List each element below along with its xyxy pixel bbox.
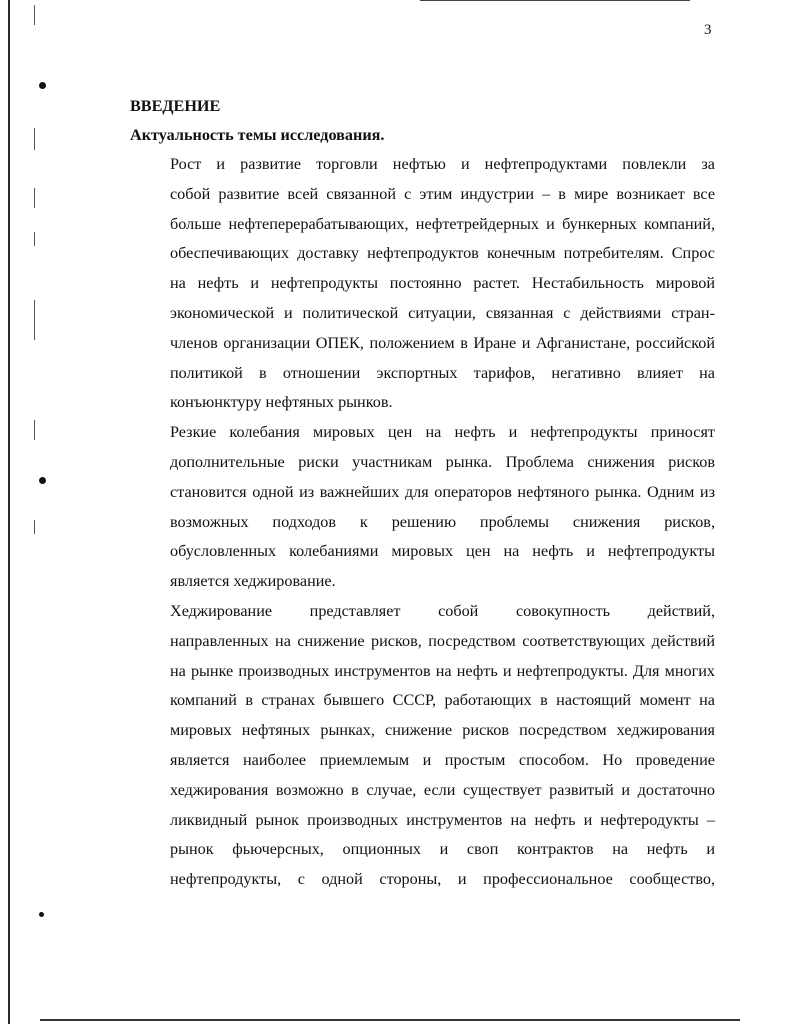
section-heading: ВВЕДЕНИЕ [130, 97, 221, 115]
text-line: собой развитие всей связанной с этим индустрии – в мире возникает все [170, 184, 715, 203]
text-line: на нефть и нефтепродукты постоянно растет. Нестабильность мировой [170, 274, 715, 293]
text-line: Хеджирование представляет собой совокупность действий, [170, 601, 715, 620]
text-line: Резкие колебания мировых цен на нефть и нефтепродукты приносят [170, 423, 715, 442]
text-line: дополнительные риски участникам рынка. Проблема снижения рисков [170, 452, 715, 471]
margin-mark [34, 420, 35, 440]
text-line: становится одной из важнейших для операторов нефтяного рынка. Одним из [170, 482, 715, 501]
subsection-heading: Актуальность темы исследования. [130, 126, 385, 144]
page-body [130, 92, 715, 895]
text-line: компаний в странах бывшего СССР, работающих в настоящий момент на [170, 691, 715, 710]
text-line: хеджирования возможно в случае, если существует развитый и достаточно [170, 780, 715, 799]
text-line: обеспечивающих доставку нефтепродуктов конечным потребителям. Спрос [170, 244, 715, 263]
text-line: направленных на снижение рисков, посредством соответствующих действий [170, 631, 715, 650]
paragraph [130, 597, 715, 895]
scan-bottom-edge [40, 1019, 740, 1021]
text-line: возможных подходов к решению проблемы снижения рисков, [170, 512, 715, 531]
text-line: Рост и развитие торговли нефтью и нефтепродуктами повлекли за [170, 155, 715, 173]
margin-mark [34, 188, 35, 208]
text-line: больше нефтеперерабатывающих, нефтетрейдерных и бункерных компаний, [170, 214, 715, 233]
margin-mark [34, 5, 35, 25]
scan-top-edge [420, 0, 690, 1]
binder-hole [39, 82, 46, 89]
margin-mark [34, 128, 35, 150]
margin-mark [34, 520, 35, 534]
text-line: является наиболее приемлемым и простым способом. Но проведение [170, 750, 715, 769]
text-line: рынок фьючерсных, опционных и своп контрактов на нефть и [170, 840, 715, 859]
paragraph [130, 418, 715, 597]
page-number: 3 [704, 22, 712, 38]
paragraph [130, 150, 715, 418]
binder-hole [39, 912, 44, 917]
text-line: членов организации ОПЕК, положением в Иране и Афганистане, российской [170, 333, 715, 352]
text-line: ликвидный рынок производных инструментов на нефть и нефтеродукты – [170, 810, 715, 829]
binder-hole [39, 477, 46, 484]
text-line: мировых нефтяных рынках, снижение рисков посредством хеджирования [170, 721, 715, 740]
text-line: нефтепродукты, с одной стороны, и профессиональное сообщество, [170, 870, 715, 889]
scan-left-edge [8, 0, 10, 1024]
text-line: является хеджирование. [170, 572, 336, 591]
text-line: политикой в отношении экспортных тарифов, негативно влияет на [170, 363, 715, 382]
margin-mark [34, 232, 35, 246]
text-line: обусловленных колебаниями мировых цен на нефть и нефтепродукты [170, 542, 715, 561]
text-line: экономической и политической ситуации, связанная с действиями стран- [170, 303, 715, 322]
text-line: конъюнктуру нефтяных рынков. [170, 393, 393, 412]
text-line: на рынке производных инструментов на нефть и нефтепродукты. Для многих [170, 661, 715, 680]
margin-mark [34, 300, 35, 340]
